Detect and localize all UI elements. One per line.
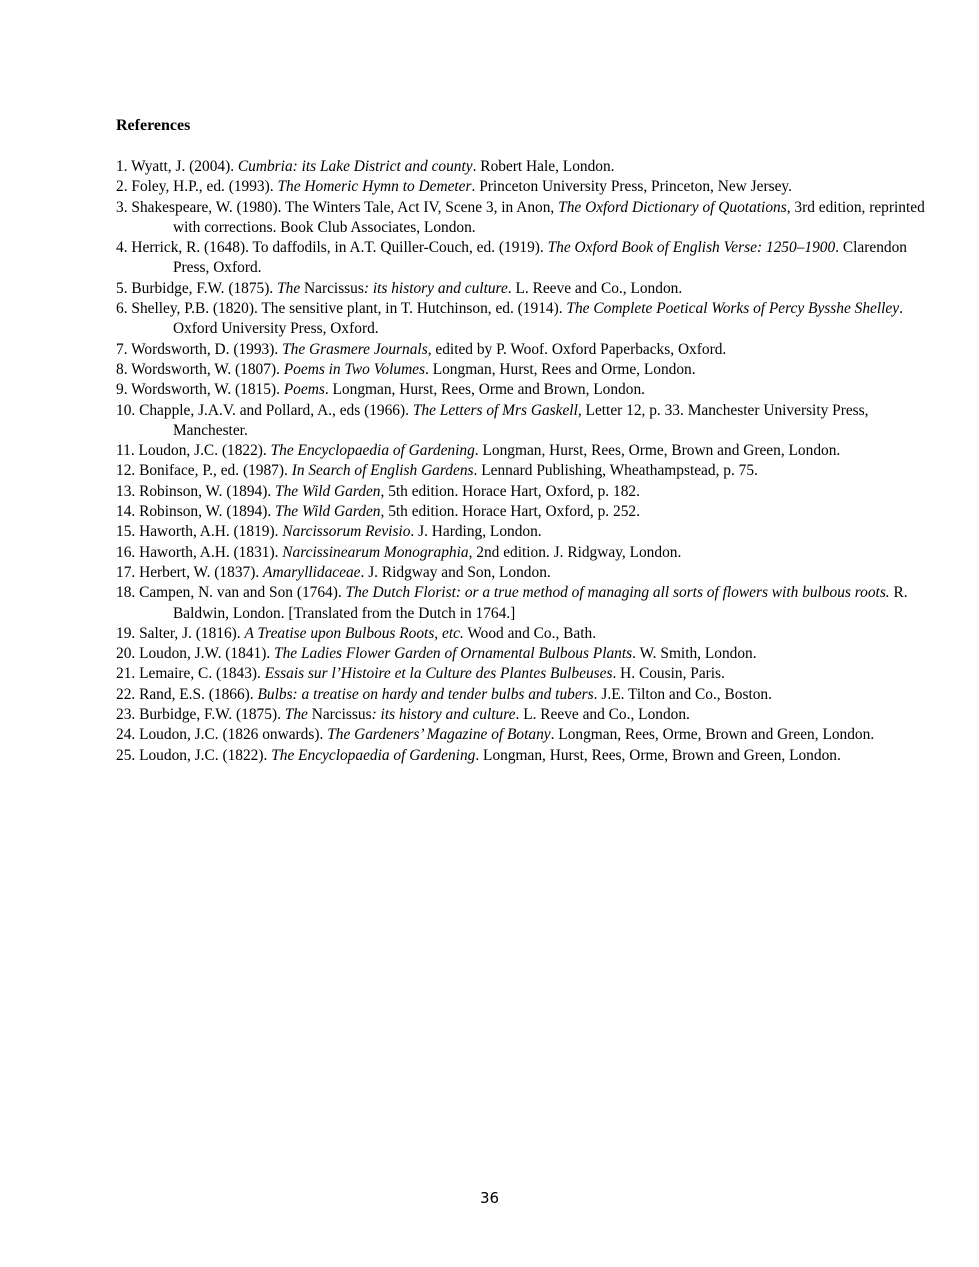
reference-item xyxy=(116,725,931,745)
reference-title: Poems xyxy=(283,381,325,399)
reference-text: . H. Cousin, Paris. xyxy=(612,665,725,683)
reference-text: , 2nd edition. J. Ridgway, London. xyxy=(468,543,682,561)
reference-text: . Princeton University Press, Princeton, New Jersey. xyxy=(471,178,792,196)
reference-item xyxy=(116,522,931,542)
reference-text: . Longman, Rees, Orme, Brown and Green, London. xyxy=(550,726,875,744)
reference-text: 23. Burbidge, F.W. (1875). xyxy=(116,706,285,724)
reference-text: . Robert Hale, London. xyxy=(472,158,615,175)
reference-item xyxy=(116,380,931,400)
reference-item xyxy=(116,177,931,197)
reference-text: . W. Smith, London. xyxy=(632,645,757,663)
reference-text: . Longman, Hurst, Rees, Orme and Brown, London. xyxy=(324,381,645,399)
reference-item xyxy=(116,502,931,522)
reference-text: 20. Loudon, J.W. (1841). xyxy=(116,645,275,663)
page-number: 36 xyxy=(479,1189,500,1207)
reference-text: 3. Shakespeare, W. (1980). The Winters Tale, Act IV, Scene 3, in Anon, xyxy=(116,198,559,216)
reference-title: The xyxy=(277,279,301,297)
reference-text: . L. Reeve and Co., London. xyxy=(507,279,683,297)
reference-title: The Encyclopaedia of Gardening xyxy=(270,442,475,460)
reference-text: 8. Wordsworth, W. (1807). xyxy=(116,360,284,378)
reference-text: 25. Loudon, J.C. (1822). xyxy=(116,746,272,764)
reference-text: 7. Wordsworth, D. (1993). xyxy=(116,340,283,358)
reference-item xyxy=(116,441,931,461)
reference-text: 4. Herrick, R. (1648). To daffodils, in A.T. Quiller-Couch, ed. (1919). xyxy=(116,239,548,257)
reference-title: The Homeric Hymn to Demeter xyxy=(277,178,472,196)
reference-text: . J. Ridgway and Son, London. xyxy=(360,563,551,581)
reference-text: 14. Robinson, W. (1894). xyxy=(116,503,276,521)
reference-title: The Grasmere Journals xyxy=(282,340,428,358)
reference-title: The Letters of Mrs Gaskell xyxy=(412,401,578,419)
reference-title: A Treatise upon Bulbous Roots, etc. xyxy=(244,624,464,642)
reference-text: 1. Wyatt, J. (2004). xyxy=(116,158,238,175)
reference-text: 12. Boniface, P., ed. (1987). xyxy=(116,462,292,480)
reference-text: . Clarendon Press, Oxford. xyxy=(173,239,907,277)
reference-item xyxy=(116,340,931,360)
reference-text: . J.E. Tilton and Co., Boston. xyxy=(593,685,772,703)
reference-item xyxy=(116,583,931,624)
reference-title: The Oxford Dictionary of Quotations xyxy=(558,198,787,216)
reference-title: The xyxy=(284,706,308,724)
reference-text: 15. Haworth, A.H. (1819). xyxy=(116,523,283,541)
reference-text: . L. Reeve and Co., London. xyxy=(515,706,690,724)
reference-item xyxy=(116,360,931,380)
reference-text: , 3rd edition, reprinted with corrections. Book Club Associates, London. xyxy=(173,198,925,236)
reference-item xyxy=(116,563,931,583)
reference-text: 2. Foley, H.P., ed. (1993). xyxy=(116,178,278,196)
reference-title: : its history and culture xyxy=(363,279,508,297)
reference-text: 18. Campen, N. van and Son (1764). xyxy=(116,584,346,602)
reference-title: The Oxford Book of English Verse: 1250–1900 xyxy=(547,239,836,257)
reference-item xyxy=(116,157,931,177)
reference-text: . Oxford University Press, Oxford. xyxy=(173,300,903,338)
reference-text: , 5th edition. Horace Hart, Oxford, p. 252. xyxy=(380,503,640,521)
reference-title: The Ladies Flower Garden of Ornamental Bulbous Plants xyxy=(274,645,633,663)
reference-item xyxy=(116,461,931,481)
reference-title: The Dutch Florist: or a true method of managing all sorts of flowers with bulbous roots. xyxy=(345,584,890,602)
reference-text: . Lennard Publishing, Wheathampstead, p. 75. xyxy=(473,462,758,480)
reference-text: , Letter 12, p. 33. Manchester University Press, Manchester. xyxy=(173,401,869,439)
reference-title: : its history and culture xyxy=(371,706,516,724)
reference-text: 6. Shelley, P.B. (1820). The sensitive plant, in T. Hutchinson, ed. (1914). xyxy=(116,300,567,318)
reference-text: , 5th edition. Horace Hart, Oxford, p. 182. xyxy=(380,482,640,500)
reference-item xyxy=(116,644,931,664)
reference-text: 9. Wordsworth, W. (1815). xyxy=(116,381,284,399)
reference-item xyxy=(116,746,931,766)
reference-text: 10. Chapple, J.A.V. and Pollard, A., eds (1966). xyxy=(116,401,413,419)
reference-text: Narcissus xyxy=(307,706,372,724)
reference-item xyxy=(116,705,931,725)
reference-title: In Search of English Gardens xyxy=(291,462,474,480)
reference-text: 16. Haworth, A.H. (1831). xyxy=(116,543,283,561)
reference-list xyxy=(116,157,931,766)
reference-item xyxy=(116,664,931,684)
reference-text: , edited by P. Woof. Oxford Paperbacks, Oxford. xyxy=(427,340,727,358)
reference-item xyxy=(116,299,931,340)
reference-title: Cumbria: its Lake District and county xyxy=(237,158,473,175)
reference-text: 21. Lemaire, C. (1843). xyxy=(116,665,265,683)
reference-text: . J. Harding, London. xyxy=(410,523,542,541)
reference-item xyxy=(116,685,931,705)
reference-title: The Wild Garden xyxy=(275,482,381,500)
reference-item xyxy=(116,198,931,239)
reference-text: Narcissus xyxy=(300,279,364,297)
references-heading: References xyxy=(116,117,191,134)
reference-title: The Wild Garden xyxy=(275,503,381,521)
reference-item xyxy=(116,543,931,563)
reference-text: . Longman, Hurst, Rees, Orme, Brown and Green, London. xyxy=(475,746,841,764)
reference-text: 17. Herbert, W. (1837). xyxy=(116,563,264,581)
reference-item xyxy=(116,279,931,299)
reference-item xyxy=(116,238,931,279)
reference-title: Amaryllidaceae xyxy=(263,563,361,581)
reference-text: . Longman, Hurst, Rees, Orme, Brown and Green, London. xyxy=(474,442,841,460)
reference-text: 11. Loudon, J.C. (1822). xyxy=(116,442,271,460)
reference-text: Wood and Co., Bath. xyxy=(463,624,597,642)
reference-text: . Longman, Hurst, Rees and Orme, London. xyxy=(425,360,696,378)
reference-title: Essais sur l’Histoire et la Culture des Plantes Bulbeuses xyxy=(264,665,613,683)
reference-title: The Gardeners’ Magazine of Botany xyxy=(327,726,551,744)
reference-text: 19. Salter, J. (1816). xyxy=(116,624,245,642)
reference-text: R. Baldwin, London. [Translated from the Dutch in 1764.] xyxy=(173,584,908,622)
reference-text: 24. Loudon, J.C. (1826 onwards). xyxy=(116,726,328,744)
reference-item xyxy=(116,482,931,502)
reference-text: 13. Robinson, W. (1894). xyxy=(116,482,276,500)
reference-title: Narcissorum Revisio xyxy=(282,523,411,541)
reference-title: The Encyclopaedia of Gardening xyxy=(271,746,476,764)
reference-text: 22. Rand, E.S. (1866). xyxy=(116,685,258,703)
reference-item xyxy=(116,624,931,644)
reference-text: 5. Burbidge, F.W. (1875). xyxy=(116,279,278,297)
reference-title: Narcissinearum Monographia xyxy=(282,543,469,561)
reference-title: Bulbs: a treatise on hardy and tender bulbs and tubers xyxy=(257,685,594,703)
reference-title: The Complete Poetical Works of Percy Bysshe Shelley xyxy=(566,300,900,318)
reference-item xyxy=(116,401,931,442)
reference-title: Poems in Two Volumes xyxy=(283,360,426,378)
